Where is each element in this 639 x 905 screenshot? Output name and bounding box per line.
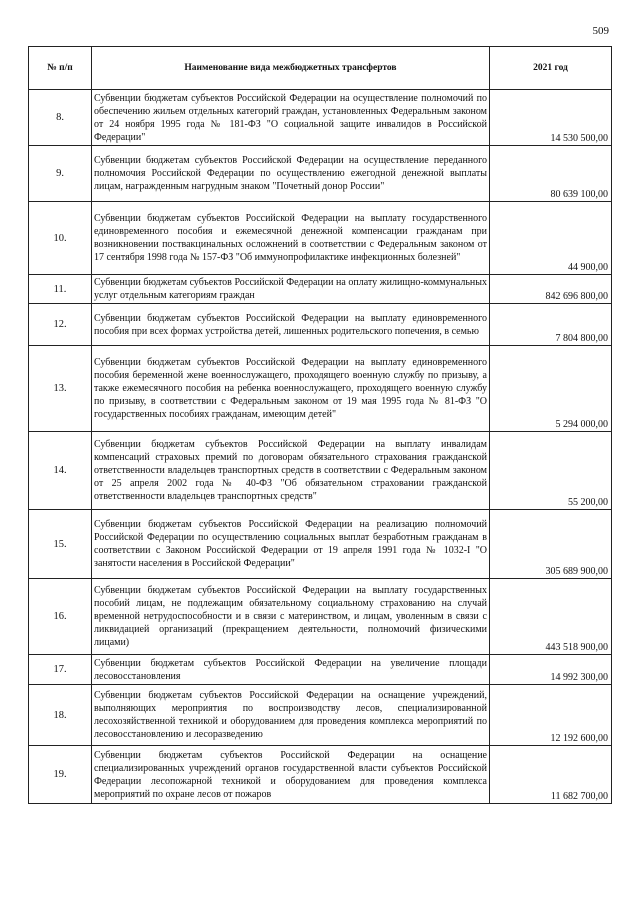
row-name: Субвенции бюджетам субъектов Российской Федерации на осуществление полномочий по обеспечению жильем отдельных категорий граждан, установленных Федеральным законом от 24 ноября 1995 года № 181-ФЗ "О социальной защите инвалидов в Российской Федерации": [92, 90, 490, 146]
table-row: [29, 685, 612, 746]
row-name: Субвенции бюджетам субъектов Российской Федерации на оплату жилищно-коммунальных услуг отдельным категориям граждан: [92, 275, 490, 304]
table-row: [29, 304, 612, 346]
row-amount: 5 294 000,00: [490, 346, 612, 432]
header-year: 2021 год: [490, 47, 612, 90]
header-number: № п/п: [29, 47, 92, 90]
table-row: [29, 146, 612, 202]
row-number: 9.: [29, 146, 92, 202]
row-amount: 11 682 700,00: [490, 746, 612, 804]
table-row: [29, 346, 612, 432]
table-row: [29, 202, 612, 275]
row-amount: 305 689 900,00: [490, 510, 612, 579]
table-row: [29, 432, 612, 510]
row-name: Субвенции бюджетам субъектов Российской Федерации на реализацию полномочий Российской Федерации по осуществлению социальных выплат безработным гражданам в соответствии с Законом Российской Федерации от 19 апреля 1991 года № 1032-I "О занятости населения в Российской Федерации": [92, 510, 490, 579]
row-amount: 14 992 300,00: [490, 655, 612, 685]
row-amount: 842 696 800,00: [490, 275, 612, 304]
row-number: 12.: [29, 304, 92, 346]
table-row: [29, 579, 612, 655]
row-name: Субвенции бюджетам субъектов Российской Федерации на оснащение специализированных учреждений органов государственной власти субъектов Российской Федерации лесопожарной техникой и оборудованием для проведения комплекса мероприятий по охране лесов от пожаров: [92, 746, 490, 804]
row-name: Субвенции бюджетам субъектов Российской Федерации на выплату инвалидам компенсаций страховых премий по договорам обязательного страхования гражданской ответственности владельцев транспортных средств в соответствии с Федеральным законом от 25 апреля 2002 года № 40-ФЗ "Об обязательном страховании гражданской ответственности владельцев транспортных средств": [92, 432, 490, 510]
row-amount: 443 518 900,00: [490, 579, 612, 655]
row-name: Субвенции бюджетам субъектов Российской Федерации на увеличение площади лесовосстановления: [92, 655, 490, 685]
row-number: 14.: [29, 432, 92, 510]
row-number: 15.: [29, 510, 92, 579]
row-amount: 14 530 500,00: [490, 90, 612, 146]
row-amount: 12 192 600,00: [490, 685, 612, 746]
table-row: [29, 275, 612, 304]
row-number: 17.: [29, 655, 92, 685]
row-number: 13.: [29, 346, 92, 432]
row-name: Субвенции бюджетам субъектов Российской Федерации на выплату единовременного пособия беременной жене военнослужащего, проходящего военную службу по призыву, а также ежемесячного пособия на ребенка военнослужащего, проходящего военную службу по призыву, в соответствии с Федеральным законом от 19 мая 1995 года № 81-ФЗ "О государственных пособиях гражданам, имеющим детей": [92, 346, 490, 432]
row-number: 8.: [29, 90, 92, 146]
row-number: 19.: [29, 746, 92, 804]
row-name: Субвенции бюджетам субъектов Российской Федерации на оснащение учреждений, выполняющих мероприятия по воспроизводству лесов, специализированной лесохозяйственной техникой и оборудованием для проведения комплекса мероприятий по лесовосстановлению и лесоразведению: [92, 685, 490, 746]
row-number: 11.: [29, 275, 92, 304]
table-row: [29, 90, 612, 146]
row-amount: 55 200,00: [490, 432, 612, 510]
row-name: Субвенции бюджетам субъектов Российской Федерации на выплату единовременного пособия при всех формах устройства детей, лишенных родительского попечения, в семью: [92, 304, 490, 346]
header-name: Наименование вида межбюджетных трансфертов: [92, 47, 490, 90]
row-number: 18.: [29, 685, 92, 746]
row-number: 10.: [29, 202, 92, 275]
row-amount: 44 900,00: [490, 202, 612, 275]
table-header-row: [29, 47, 612, 90]
transfers-table: [28, 46, 612, 804]
table-row: [29, 746, 612, 804]
row-name: Субвенции бюджетам субъектов Российской Федерации на осуществление переданного полномочия Российской Федерации по осуществлению ежегодной денежной выплаты лицам, награжденным нагрудным знаком "Почетный донор России": [92, 146, 490, 202]
row-number: 16.: [29, 579, 92, 655]
row-name: Субвенции бюджетам субъектов Российской Федерации на выплату государственных пособий лицам, не подлежащим обязательному социальному страхованию на случай временной нетрудоспособности и в связи с материнством, и лицам, уволенным в связи с ликвидацией организаций (прекращением деятельности, полномочий физическими лицами): [92, 579, 490, 655]
row-name: Субвенции бюджетам субъектов Российской Федерации на выплату государственного единовременного пособия и ежемесячной денежной компенсации гражданам при возникновении поствакцинальных осложнений в соответствии с Федеральным законом от 17 сентября 1998 года № 157-ФЗ "Об иммунопрофилактике инфекционных болезней": [92, 202, 490, 275]
row-amount: 7 804 800,00: [490, 304, 612, 346]
table-row: [29, 655, 612, 685]
page-number: 509: [592, 25, 609, 37]
row-amount: 80 639 100,00: [490, 146, 612, 202]
table-row: [29, 510, 612, 579]
